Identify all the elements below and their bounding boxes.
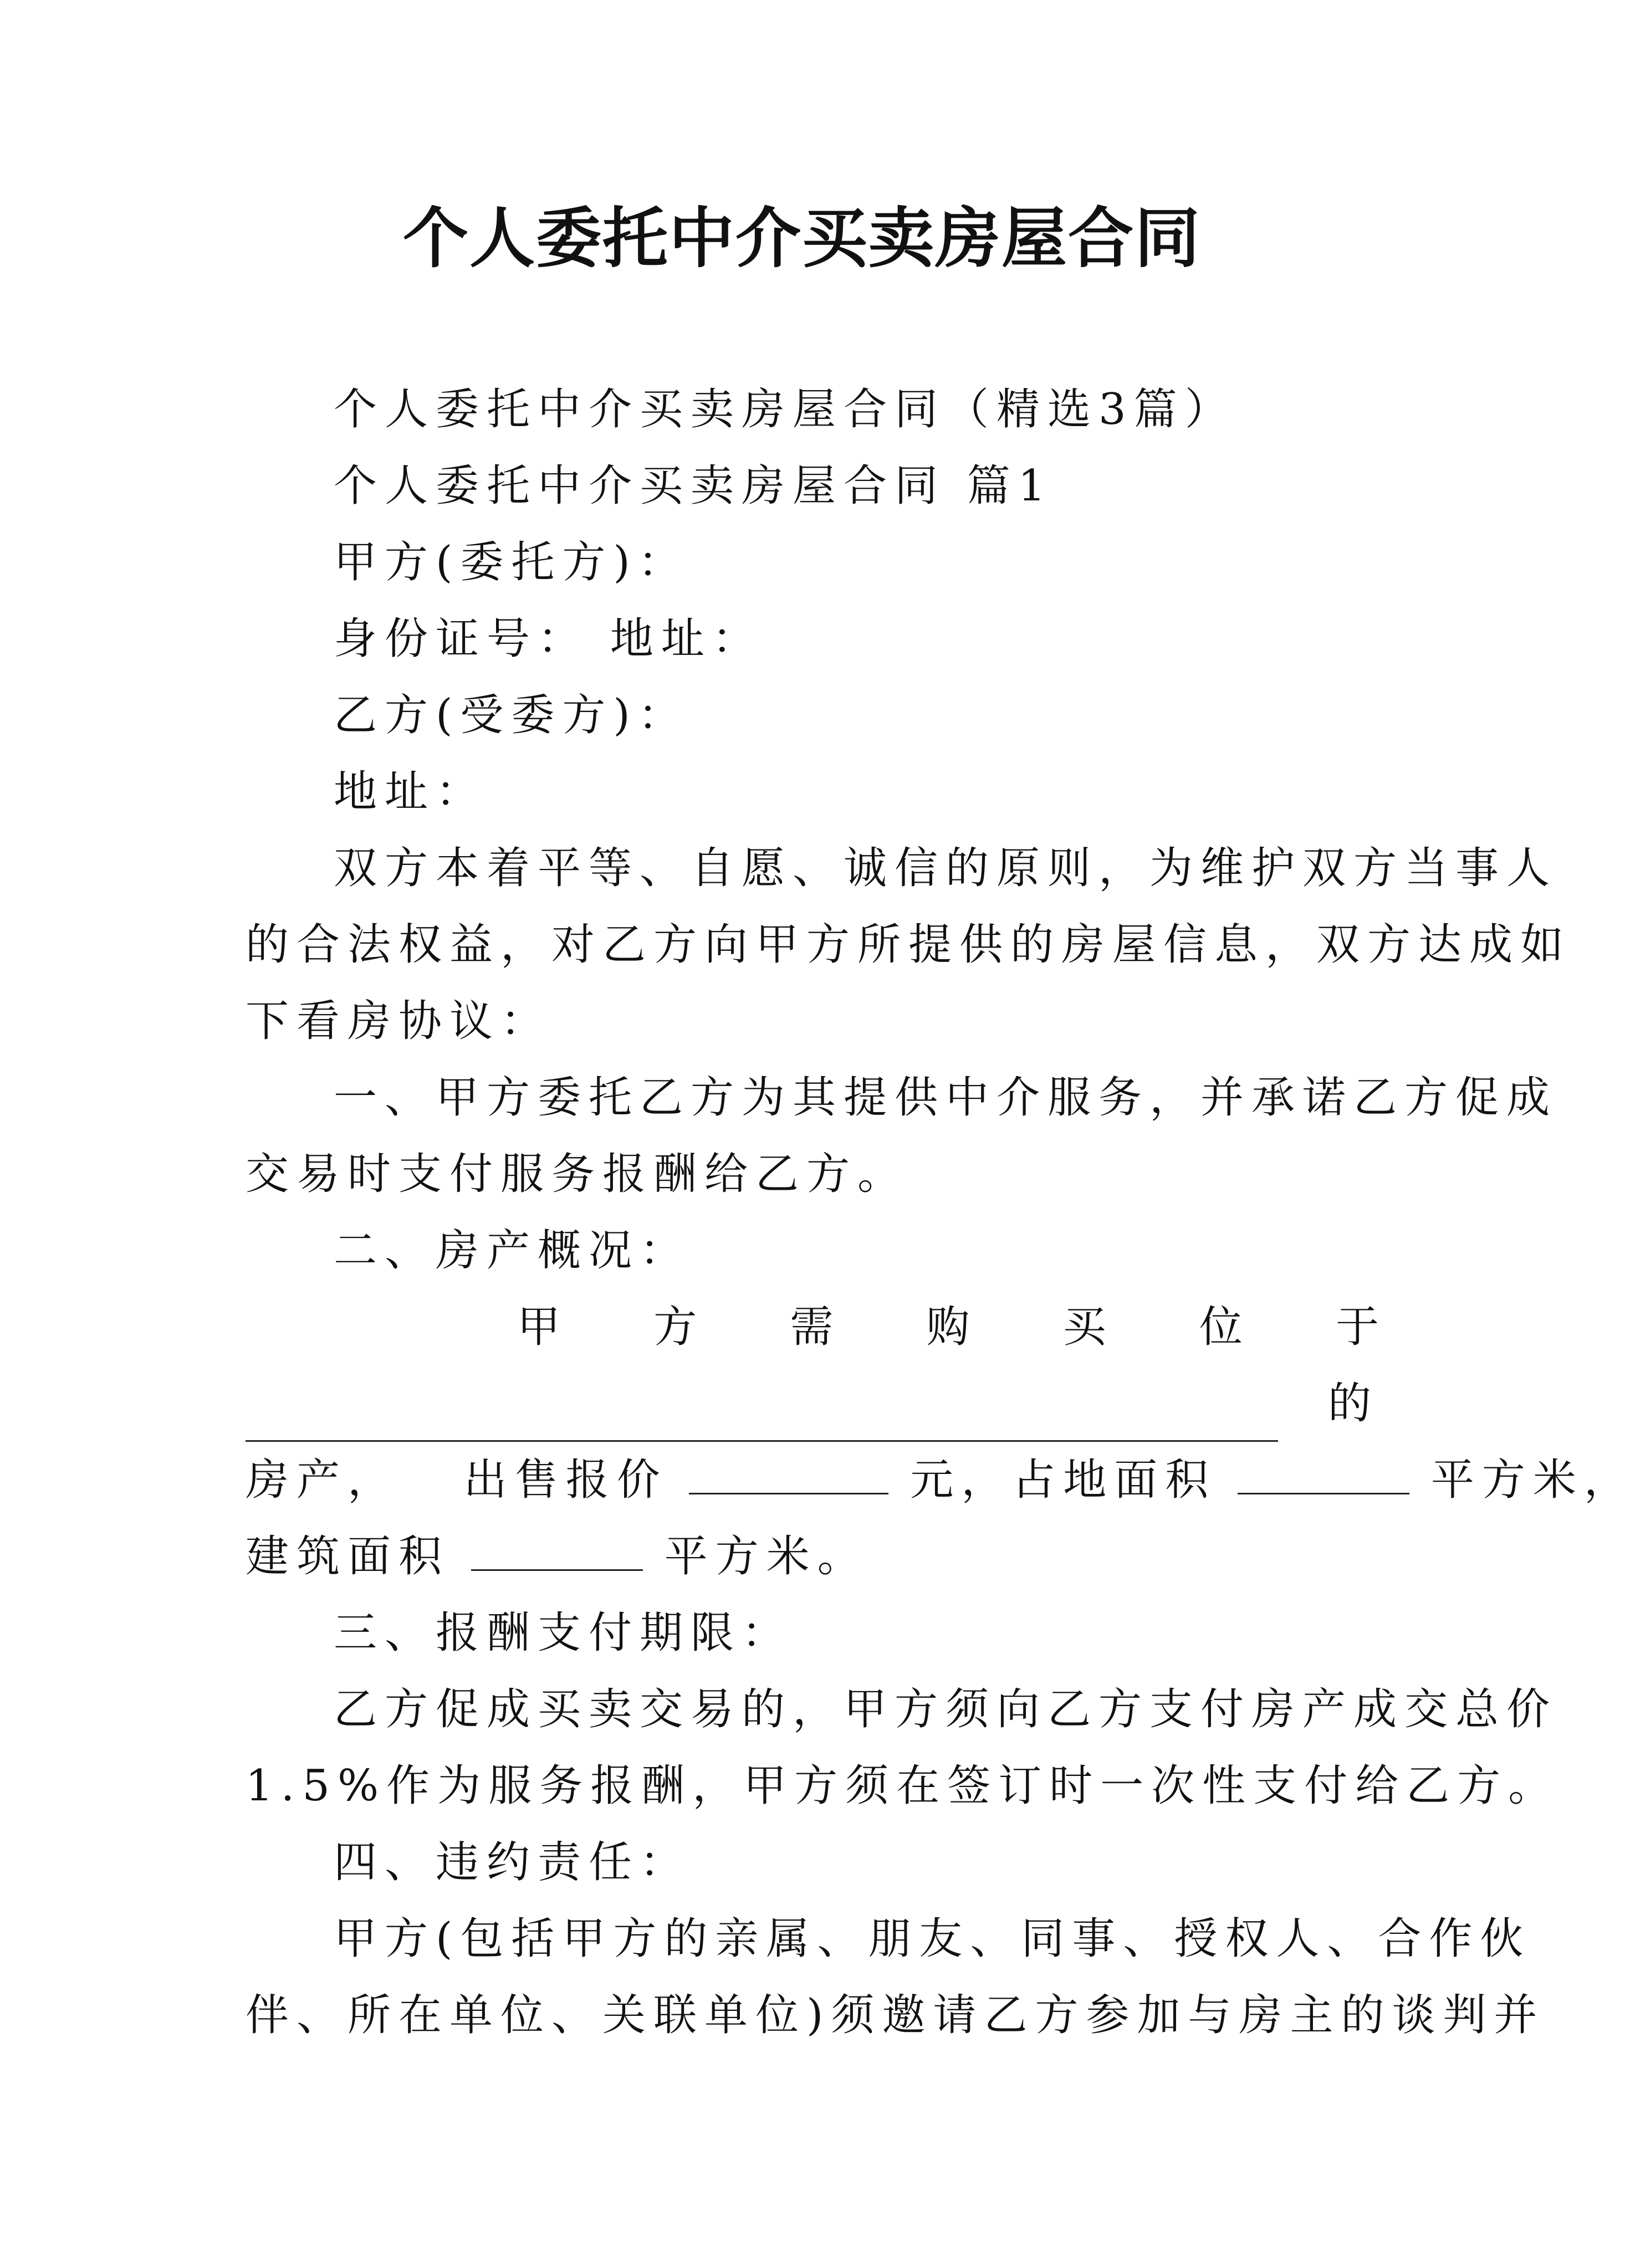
spread-char: 位 — [1199, 1302, 1243, 1352]
location-blank — [246, 1401, 1278, 1442]
price-label: 出售报价 — [463, 1455, 668, 1505]
building-area-line — [246, 1518, 1379, 1595]
property-label: 房产， — [246, 1455, 399, 1505]
id-address-label: 身份证号： 地址： — [334, 614, 763, 664]
building-area-label: 建筑面积 — [246, 1532, 450, 1581]
location-suffix: 的 — [1327, 1379, 1379, 1429]
party-a-label: 甲方(委托方)： — [334, 537, 689, 587]
land-area-label: 元，占地面积 — [910, 1455, 1217, 1505]
spread-char: 甲 — [517, 1302, 561, 1352]
paragraph-line: 1.5%作为服务报酬，甲方须在签订时一次性支付给乙方。 — [246, 1761, 1560, 1811]
spread-char: 方 — [653, 1302, 697, 1352]
price-line — [246, 1442, 1635, 1518]
clause-heading: 三、报酬支付期限： — [334, 1608, 793, 1658]
spread-char: 于 — [1335, 1302, 1379, 1352]
paragraph-line: 下看房协议： — [246, 996, 552, 1046]
paragraph-line: 乙方促成买卖交易的，甲方须向乙方支付房产成交总价 — [334, 1685, 1558, 1734]
spread-char: 需 — [790, 1302, 834, 1352]
section-heading: 个人委托中介买卖房屋合同 篇1 — [334, 461, 1054, 511]
building-area-blank — [471, 1530, 643, 1571]
unit-label: 平方米。 — [664, 1532, 868, 1581]
address-label: 地址： — [334, 767, 487, 817]
paragraph-line: 的合法权益，对乙方向甲方所提供的房屋信息，双方达成如 — [246, 920, 1572, 970]
paragraph-line: 交易时支付服务报酬给乙方。 — [246, 1149, 909, 1199]
paragraph-line: 双方本着平等、自愿、诚信的原则，为维护双方当事人 — [334, 843, 1558, 893]
clause-heading: 四、违约责任： — [334, 1837, 691, 1887]
spread-line — [246, 1289, 1379, 1365]
paragraph-line: 伴、所在单位、关联单位)须邀请乙方参加与房主的谈判并 — [246, 1990, 1545, 2040]
paragraph-line: 一、甲方委托乙方为其提供中介服务，并承诺乙方促成 — [334, 1073, 1558, 1123]
land-area-blank — [1238, 1454, 1409, 1494]
document-body — [246, 371, 1635, 2054]
paragraph-line: 甲方(包括甲方的亲属、朋友、同事、授权人、合作伙 — [334, 1914, 1531, 1964]
document-title: 个人委托中介买卖房屋合同 — [402, 199, 1201, 277]
spread-char: 购 — [926, 1302, 970, 1352]
price-blank — [689, 1454, 888, 1494]
party-b-label: 乙方(受委方)： — [334, 690, 689, 740]
subtitle-line: 个人委托中介买卖房屋合同（精选3篇） — [334, 385, 1236, 434]
spread-char: 买 — [1062, 1302, 1106, 1352]
clause-heading: 二、房产概况： — [334, 1226, 691, 1276]
unit-label: 平方米， — [1430, 1455, 1635, 1505]
location-blank-line — [246, 1365, 1379, 1442]
